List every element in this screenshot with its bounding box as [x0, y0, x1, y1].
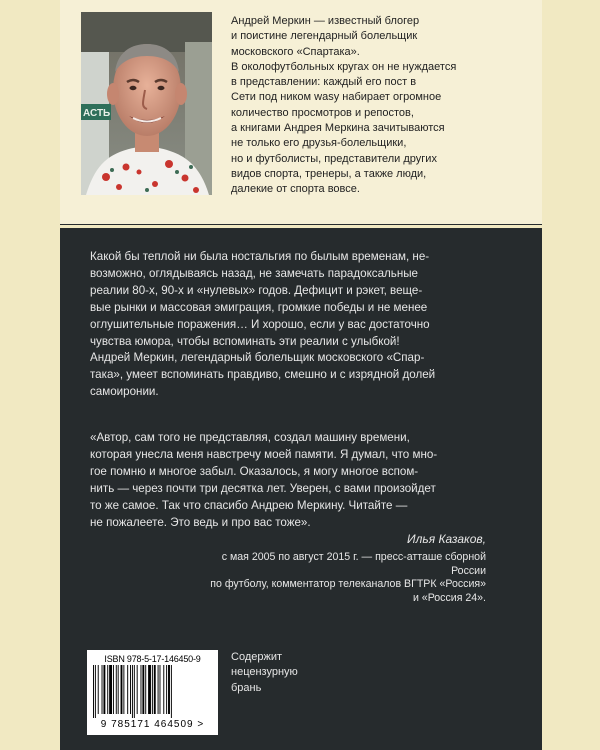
barcode-stripe	[121, 665, 123, 714]
author-bio	[231, 14, 531, 198]
barcode-stripe	[130, 665, 131, 714]
blurb-line: оглушительные поражения… И хорошо, если у вас достаточно	[90, 317, 430, 331]
quote-author-role	[186, 551, 486, 605]
warning-line: Содержит	[231, 651, 283, 663]
quote-author-name: Илья Казаков,	[407, 532, 486, 546]
blurb-line: чувства юмора, чтобы вспоминать эти реалии с улыбкой!	[90, 334, 400, 348]
bio-line: Сети под ником wasy набирает огромное	[231, 91, 442, 104]
quote-line: не пожалеете. Это ведь и про вас тоже».	[90, 515, 311, 529]
barcode-stripe	[152, 665, 153, 714]
blurb-line: Андрей Меркин, легендарный болельщик московского «Спар-	[90, 351, 425, 365]
barcode-stripe	[158, 665, 159, 714]
barcode-stripe	[132, 665, 133, 718]
barcode-stripe	[98, 665, 99, 714]
barcode-stripe	[160, 665, 161, 714]
warning-line: брань	[231, 681, 262, 694]
barcode-stripe	[102, 665, 103, 714]
barcode-stripe	[154, 665, 156, 714]
bio-line: количество просмотров и репостов,	[231, 106, 414, 119]
bio-line: и поистине легендарный болельщик	[231, 30, 418, 43]
blurb-line: вые рынки и массовая эмиграция, громкие победы и не менее	[90, 300, 428, 314]
bio-line: не только его друзья-болельщики,	[231, 137, 407, 150]
bio-line: видов спорта, тренеры, а также люди,	[231, 167, 427, 180]
blurb-line: возможно, оглядываясь назад, не замечать парадоксальные	[90, 266, 419, 280]
barcode-stripe	[148, 665, 151, 714]
quote-line: гое помню и многое забыл. Оказалось, я могу многое вспом-	[90, 464, 419, 478]
barcode-stripe	[118, 665, 119, 714]
quote-line: «Автор, сам того не представляя, создал машину времени,	[90, 431, 410, 444]
isbn-barcode	[87, 650, 218, 735]
warning-line: нецензурную	[231, 666, 298, 679]
barcode-stripe	[103, 665, 105, 714]
blurb-line: реалии 80-х, 90-х и «нулевых» годов. Дефицит и рэкет, веще-	[90, 283, 423, 297]
bio-line: а книгами Андрея Меркина зачитываются	[231, 122, 445, 135]
bio-line: в представлении: каждый его пост в	[231, 76, 417, 89]
quote-line: нить — через почти три десятка лет. Уверен, с вами произойдет	[90, 481, 436, 495]
barcode-stripe	[163, 665, 164, 714]
barcode-stripe	[93, 665, 94, 718]
blurb-line: Какой бы теплой ни была ностальгия по былым временам, не-	[90, 250, 430, 263]
bio-line: далекие от спорта вовсе.	[231, 183, 360, 196]
blurb-line: така», умеет вспоминать правдиво, смешно и с изрядной долей	[90, 368, 436, 382]
barcode-stripe	[145, 665, 146, 714]
barcode-stripe	[168, 665, 170, 714]
barcode-stripe	[123, 665, 124, 714]
barcode-bars	[93, 665, 213, 718]
barcode-stripe	[127, 665, 128, 714]
book-blurb	[90, 249, 493, 401]
role-line: и «Россия 24».	[412, 591, 486, 604]
barcode-stripe	[113, 665, 114, 714]
isbn-number: ISBN 978-5-17-146450-9	[104, 654, 201, 664]
author-photo	[81, 12, 212, 195]
quote-line: которая унесла меня навстречу моей памяти. Я думал, что мно-	[90, 447, 438, 461]
barcode-stripe	[141, 665, 142, 714]
barcode-stripe	[134, 665, 135, 718]
barcode-stripe	[166, 665, 167, 714]
barcode-stripe	[107, 665, 108, 714]
barcode-stripe	[116, 665, 117, 714]
barcode-stripe	[109, 665, 112, 714]
barcode-stripe	[137, 665, 138, 714]
content-warning	[231, 650, 351, 696]
bio-line: В околофутбольных кругах он не нуждается	[231, 60, 457, 73]
role-line: с мая 2005 по август 2015 г. — пресс-атташе сборной России	[221, 551, 486, 577]
bio-line: но и футболисты, представители других	[231, 152, 437, 165]
testimonial-quote	[90, 430, 493, 531]
quote-line: то же самое. Так что спасибо Андрею Меркину. Читайте —	[90, 498, 408, 512]
ean-number: 9 785171 464509 >	[100, 719, 205, 730]
bio-line: московского «Спартака».	[231, 45, 360, 58]
role-line: по футболу, комментатор телеканалов ВГТРК «Россия»	[210, 578, 486, 590]
barcode-stripe	[142, 665, 144, 714]
barcode-stripe	[95, 665, 96, 718]
blurb-line: самоиронии.	[90, 385, 159, 399]
panel-divider	[60, 225, 542, 228]
bio-line: Андрей Меркин — известный блогер	[231, 15, 420, 27]
barcode-stripe	[171, 665, 172, 718]
shop-sign-text: АСТЬ	[83, 108, 111, 119]
